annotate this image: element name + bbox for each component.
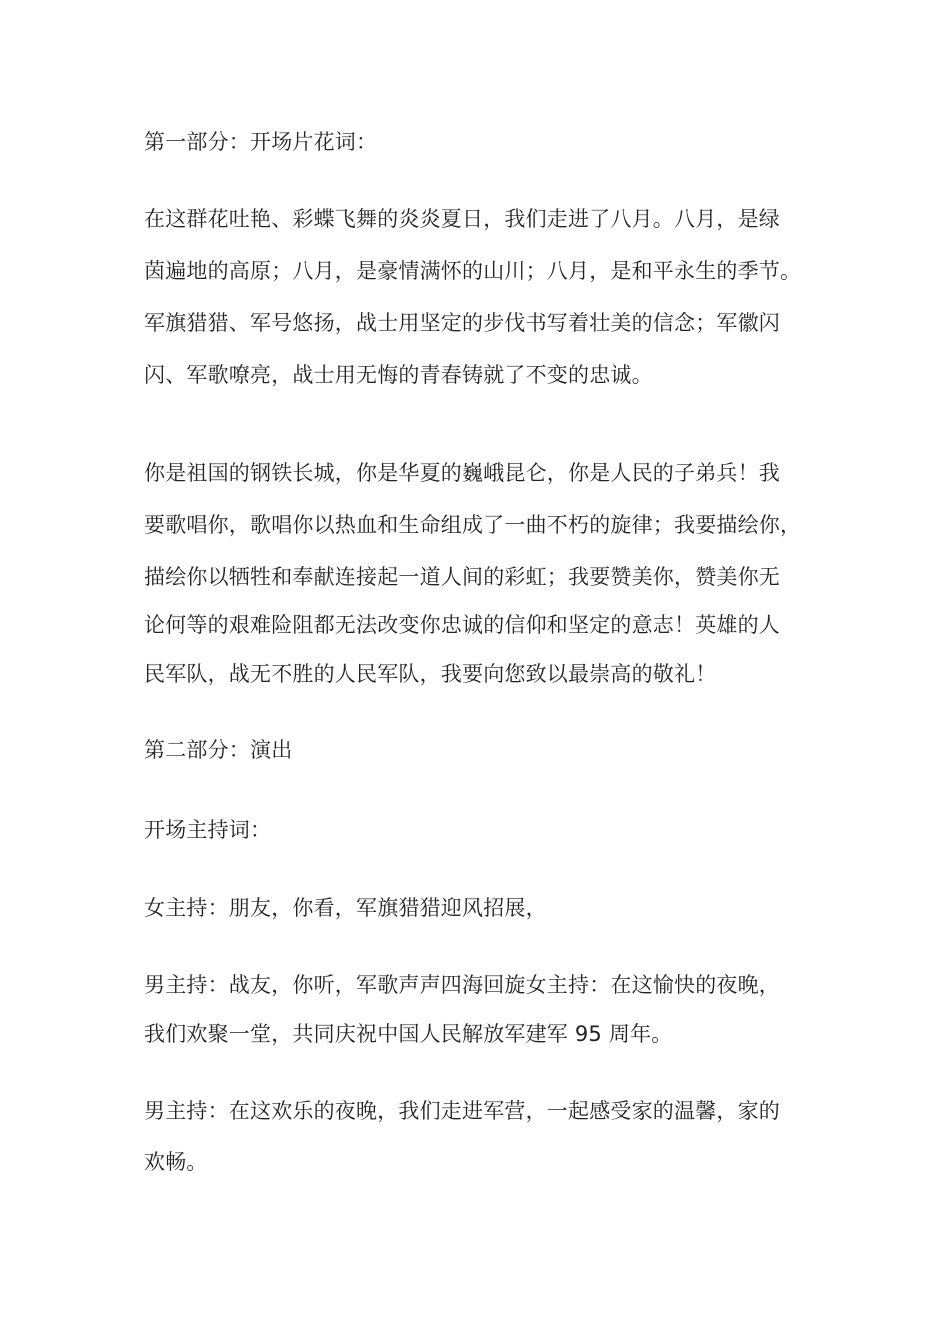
- text-line: 闪、军歌嘹亮，战士用无悔的青春铸就了不变的忠诚。: [144, 363, 653, 387]
- dialogue-line: 男主持：在这欢乐的夜晚，我们走进军营，一起感受家的温馨，家的: [144, 1099, 780, 1123]
- dialogue-line: 欢畅。: [144, 1150, 208, 1174]
- text-line: 民军队，战无不胜的人民军队，我要向您致以最崇高的敬礼！: [144, 662, 717, 686]
- text-line: 军旗猎猎、军号悠扬，战士用坚定的步伐书写着壮美的信念；军徽闪: [144, 311, 780, 335]
- text-line: 描绘你以牺牲和奉献连接起一道人间的彩虹；我要赞美你，赞美你无: [144, 565, 780, 589]
- text-line: 论何等的艰难险阻都无法改变你忠诚的信仰和坚定的意志！英雄的人: [144, 613, 780, 637]
- text-line: 要歌唱你，歌唱你以热血和生命组成了一曲不朽的旋律；我要描绘你，: [144, 513, 802, 537]
- dialogue-line: 男主持：战友，你听，军歌声声四海回旋女主持：在这愉快的夜晚，: [144, 973, 780, 997]
- section-heading-part-two: 第二部分：演出: [144, 738, 293, 762]
- text-line: 你是祖国的钢铁长城，你是华夏的巍峨昆仑，你是人民的子弟兵！我: [144, 461, 780, 485]
- text-line: 茵遍地的高原；八月，是豪情满怀的山川；八月，是和平永生的季节。: [144, 259, 802, 283]
- subheading-opening-host-lines: 开场主持词：: [144, 818, 272, 842]
- dialogue-line: 我们欢聚一堂，共同庆祝中国人民解放军建军 95 周年。: [144, 1022, 673, 1046]
- section-heading-part-one: 第一部分：开场片花词：: [144, 130, 378, 154]
- dialogue-line: 女主持：朋友，你看，军旗猎猎迎风招展，: [144, 896, 547, 920]
- text-line: 在这群花吐艳、彩蝶飞舞的炎炎夏日，我们走进了八月。八月，是绿: [144, 207, 780, 231]
